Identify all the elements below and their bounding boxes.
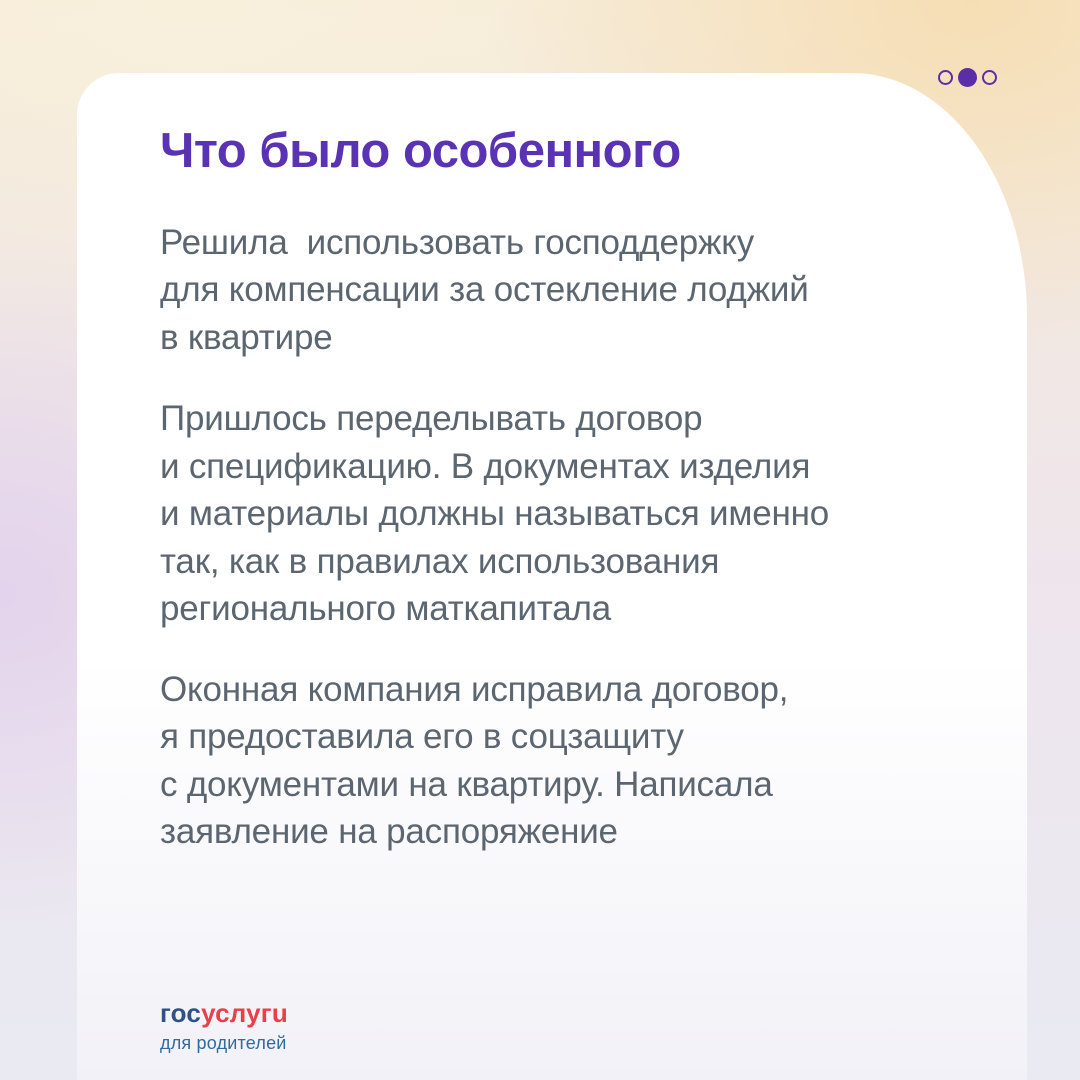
text-line: регионального маткапитала <box>160 589 611 629</box>
text-line: для компенсации за остекление лоджий <box>160 270 809 310</box>
gosuslugi-logo-text <box>160 998 288 1029</box>
text-line: заявление на распоряжение <box>160 812 618 852</box>
text-line: я предоставила его в соцзащиту <box>160 717 684 757</box>
text-line: в квартире <box>160 317 333 357</box>
text-line: и спецификацию. В документах изделия <box>160 446 811 486</box>
pagination-dot-1[interactable] <box>938 70 953 85</box>
text-line: с документами на квартиру. Написала <box>160 764 773 804</box>
logo-part-gos: гос <box>160 998 202 1028</box>
body-paragraph-2 <box>160 395 947 633</box>
pagination-dot-3[interactable] <box>982 70 997 85</box>
text-line: Пришлось переделывать договор <box>160 399 703 439</box>
text-line: и материалы должны называться именно <box>160 494 830 534</box>
gosuslugi-logo <box>160 998 288 1054</box>
content-card <box>77 73 1027 1080</box>
body-paragraph-3 <box>160 666 947 856</box>
pagination-dot-2[interactable] <box>958 68 977 87</box>
logo-part-uslugi: услугu <box>201 998 288 1028</box>
text-line: Решила использовать господдержку <box>160 222 755 262</box>
text-line: так, как в правилах использования <box>160 541 720 581</box>
body-paragraph-1 <box>160 219 947 362</box>
page-title: Что было особенного <box>160 124 681 178</box>
text-line: Оконная компания исправила договор, <box>160 669 789 709</box>
carousel-pagination <box>938 68 997 87</box>
logo-tagline: для родителей <box>160 1033 287 1053</box>
